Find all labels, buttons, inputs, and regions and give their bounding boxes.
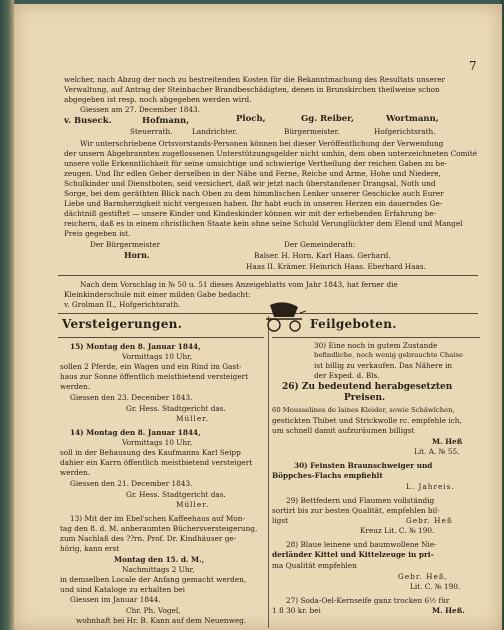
auction-13-line-2: tag den 8. d. M. anberaumten Büchersversteigerung, — [60, 524, 258, 533]
top-line-3: abgegeben ist resp. noch abgegeben werden wird. — [64, 95, 252, 104]
offer-30a-line-4: der Exped. d. Bls. — [314, 371, 380, 380]
top-line-4: Giessen am 27. December 1843. — [80, 105, 200, 114]
offer-29-line-2: sortirt bis zur besten Qualität, empfehlen bil- — [272, 506, 440, 515]
offer-26-line-7: Lit. A. № 55. — [414, 447, 460, 456]
auction-15-line-1: 15) Montag den 8. Januar 1844, — [70, 342, 201, 351]
top-line-1: welcher, nach Abzug der noch zu bestreitenden Kosten für die Bekanntmachung des Resultats unserer — [64, 75, 446, 84]
page-edge-left — [0, 0, 14, 630]
signer-1: v. Buseck. — [64, 116, 112, 126]
auction-14-line-2: Vormittags 10 Uhr, — [122, 438, 193, 447]
para-line-7: Liebe und Barmherzigkeit nicht vergessen haben. Ihr habt euch in unseren Herzen ein dauerndes Ge- — [64, 199, 443, 208]
offer-29-line-5: Kreuz Lit. C. № 190. — [360, 526, 435, 535]
page-number: 7 — [469, 59, 477, 73]
divider-top — [58, 275, 478, 276]
para-line-4: zeugen. Und Ihr edlen Geber derselben in der Nähe und Ferne, Reiche und Arme, Hohe und Niedere, — [64, 169, 441, 178]
offer-29-line-3: ligst — [272, 516, 289, 525]
title-2: Landrichter. — [192, 127, 238, 136]
column-divider — [268, 316, 269, 628]
offer-28-line-3: ma Qualität empfehlen — [272, 561, 357, 570]
offer-29-line-1: 29) Bettfedern und Flaumen vollständig — [286, 496, 435, 505]
title-1: Steuerrath. — [130, 127, 173, 136]
offer-26-line-3: 60 Mousselines de laines Kleider, sowie Schäwlchen, — [272, 406, 455, 414]
auction-15-line-2: Vormittags 10 Uhr, — [122, 352, 193, 361]
mayor-name: Horn. — [124, 250, 150, 260]
offer-28-line-4: Gebr. Heß, — [398, 572, 449, 581]
notice-line-3: v. Grolman II., Hofgerichtsrath. — [64, 300, 181, 309]
council-line-2: Haas II. Krämer. Heinrich Haas. Eberhard Haas. — [246, 262, 426, 271]
offer-30a-line-3: ist billig zu verkaufen. Das Nähere in — [314, 361, 453, 370]
para-line-1: Wir unterschriebene Ortsvorstands-Personen können bei dieser Veröffentlichung der Verwendung — [80, 139, 444, 148]
newspaper-page — [14, 4, 502, 630]
offer-27-line-1: 27) Soda-Oel-Kernseife ganz trocken 6½ für — [286, 596, 450, 605]
auction-13-line-5: Montag den 15. d. M., — [114, 555, 205, 564]
offer-28-line-5: Lit. C. № 190. — [410, 582, 461, 591]
para-line-3: unsere volle Erkenntlichkeit für seine umsichtige und schwierige Vertheilung der reichen Gaben zu be- — [64, 159, 448, 168]
auction-13-line-3: zum Nachlaß des ??rn. Prof. Dr. Kindhäuser ge- — [60, 534, 237, 543]
heading-versteigerungen: Versteigerungen. — [62, 317, 183, 331]
notice-line-2: Kleinkinderschule mit einer milden Gabe bedacht: — [64, 290, 251, 299]
signer-2: Hofmann, — [142, 116, 190, 126]
offer-29-line-4: Gebr. Heß — [406, 516, 453, 525]
heading-feilgeboten: Feilgeboten. — [310, 317, 397, 331]
notice-line-1: Nach dem Vorschlag in № 50 u. 51 dieses Anzeigeblatts vom Jahr 1843, hat ferner die — [80, 280, 398, 289]
para-line-2: der unsern Abgebrannten zugeflossenen Unterstützungsgelder nicht umhin, dem oben unterzeichneten Comité — [64, 149, 478, 158]
offer-27-line-3: M. Heß. — [432, 606, 465, 615]
offer-26-line-6: M. Heß — [432, 437, 463, 446]
offer-26-line-5: um schnell damit aufzuräumen billigst — [272, 426, 415, 435]
offer-30b-line-3: L. Jahreis. — [406, 482, 455, 491]
heading-rule-left — [58, 337, 264, 338]
offer-28-line-2: derländer Kittel und Kittelzeuge in pri- — [272, 550, 434, 559]
auction-15-line-7: Gr. Hess. Stadtgericht das. — [126, 404, 226, 413]
signer-4: Gg. Reiber, — [301, 114, 354, 124]
auction-14-line-7: Gr. Hess. Stadtgericht das. — [126, 490, 226, 499]
auction-13-line-4: hörig, kann erst — [60, 544, 120, 553]
signer-5: Wortmann, — [386, 114, 439, 124]
mayor-label: Der Bürgermeister — [90, 240, 161, 249]
para-line-6: Sorge, bei dem geräthten Blick nach Oben zu dem himmlischen Lenker unserer Geschicke auch Eurer — [64, 189, 444, 198]
title-4: Hofgerichtsrath. — [374, 127, 436, 136]
auction-13-line-11: wohnhaft bei Hr. B. Kann auf dem Neuenweg. — [76, 616, 247, 625]
auction-14-line-3: soll in der Behausung des Kaufmanns Karl Seipp — [60, 448, 241, 457]
auction-15-line-4: haus zur Sonne öffentlich meistbietend versteigert — [60, 372, 249, 381]
offer-27-line-2: 1 fl 30 kr. bei — [272, 606, 321, 615]
para-line-9: reichern, daß es in einem christlichen Staate kein ohne seine Schuld Verunglückter dem Elend und Mangel — [64, 219, 463, 228]
offer-30b-line-2: Böppches-Flachs empfiehlt — [272, 471, 383, 480]
offer-26-line-1: 26) Zu bedeutend herabgesetzten — [282, 382, 453, 392]
top-line-2: Verwaltung, auf Antrag der Steinbacher Brandbeschädigten, denen in Brunskirchen theilweise schon — [64, 85, 440, 94]
council-label: Der Gemeinderath: — [284, 240, 356, 249]
auction-14-line-8: Müller. — [176, 500, 210, 509]
auction-13-line-9: Giessen im Januar 1844. — [70, 595, 161, 604]
auction-13-line-6: Nachmittags 2 Uhr, — [122, 565, 195, 574]
heading-rule-right — [272, 337, 480, 338]
offer-30b-line-1: 30) Feinsten Braunschweiger und — [294, 461, 433, 470]
offer-30a-line-2: befindliche, noch wenig gebrauchte Chaise — [314, 351, 464, 359]
carriage-icon — [264, 299, 306, 333]
auction-14-line-1: 14) Montag den 8. Januar 1844, — [70, 428, 201, 437]
auction-15-line-5: werden. — [60, 382, 91, 391]
auction-14-line-5: werden. — [60, 468, 91, 477]
council-line-1: Balser. H. Horn. Karl Haas. Gerhard. — [254, 251, 391, 260]
title-3: Bürgermeister. — [284, 127, 340, 136]
auction-15-line-8: Müller. — [176, 414, 210, 423]
offer-30a-line-1: 30) Eine noch in gutem Zustande — [314, 341, 438, 350]
para-line-5: Schulkinder und Dienstboten, seid versichert, daß wir jetzt nach überstandener Drangsal, Noth und — [64, 179, 436, 188]
para-line-10: Preis gegeben ist. — [64, 229, 131, 238]
auction-13-line-10: Chr. Ph. Vogel, — [126, 606, 181, 615]
para-line-8: dächtniß gestiftet — unsere Kinder und Kindeskinder können wir mit der erhebenden Erfahrung be- — [64, 209, 437, 218]
auction-13-line-7: in demselben Locale der Anfang gemacht werden, — [60, 575, 247, 584]
offer-28-line-1: 28) Blaue leinene und baumwollene Nie- — [286, 540, 437, 549]
auction-15-line-3: sollen 2 Pferde, ein Wagen und ein Rind im Gast- — [60, 362, 242, 371]
auction-15-line-6: Giessen den 23. December 1843. — [70, 393, 193, 402]
auction-14-line-6: Giessen den 21. December 1843. — [70, 479, 193, 488]
auction-13-line-8: und sind Kataloge zu erhalten bei — [60, 585, 185, 594]
offer-26-line-2: Preisen. — [344, 393, 386, 403]
offer-26-line-4: gestickten Thibet und Strickwolle rc. empfehle ich, — [272, 416, 462, 425]
auction-14-line-4: dahier ein Karrn öffentlich meistbietend versteigert — [60, 458, 253, 467]
signer-3: Ploch, — [236, 114, 266, 124]
auction-13-line-1: 13) Mit der im Ebel'schen Kaffeehaus auf Mon- — [70, 514, 245, 523]
